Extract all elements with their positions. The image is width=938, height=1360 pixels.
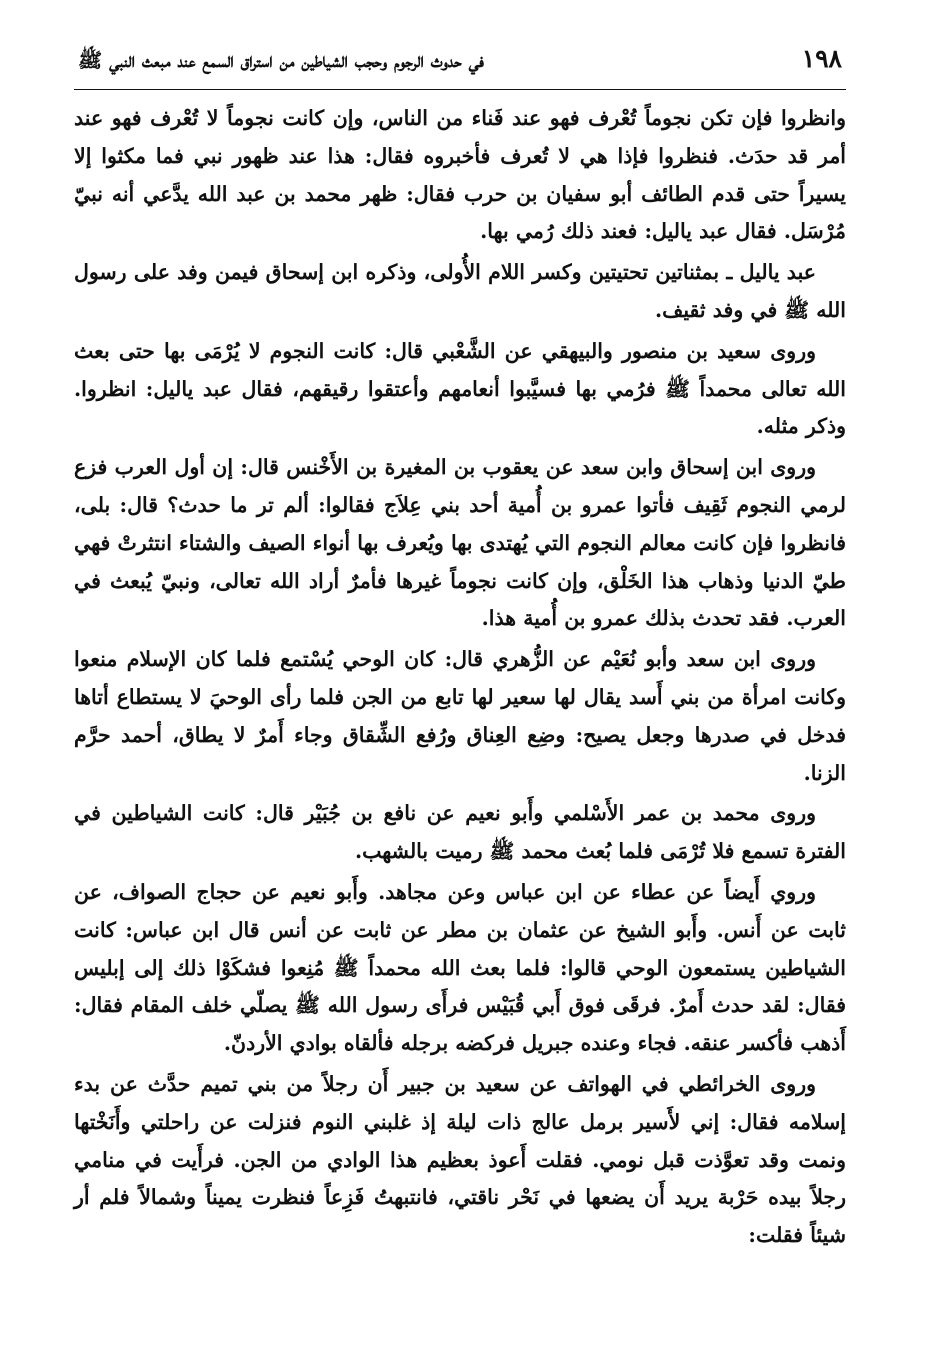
paragraph: وروى ابن سعد وأبو نُعَيْم عن الزُّهري قال: كان الوحي يُسْتمع فلما كان الإسلام منعوا وكانت امرأة من بني أَسد يقال لها سعير لها تابع من الجن فلما رأى الوحيَ لا يستطاع أتاها فدخل في صدرها وجعل يصيح: وضِع العِناق ورُفع الشِّقاق وجاء أَمرٌ لا يطاق، أحمد حرَّم الزنا. (74, 647, 846, 785)
book-page (74, 44, 846, 1344)
paragraph: وروى محمد بن عمر الأَسْلمي وأَبو نعيم عن نافع بن جُبَيْر قال: كانت الشياطين في الفترة تسمع فلا تُرْمَى فلما بُعث محمد ﷺ رميت بالشهب. (74, 801, 846, 864)
page-number: ١٩٨ (801, 44, 842, 73)
paragraph: عبد ياليل ـ بمثناتين تحتيتين وكسر اللام الأُولى، وذكره ابن إسحاق فيمن وفد على رسول الله ﷺ في وفد ثقيف. (74, 260, 846, 322)
running-title: في حدوث الرجوم وحجب الشياطين من استراق السمع عند مبعث النبي ﷺ (78, 48, 484, 72)
paragraph: وروى سعيد بن منصور والبيهقي عن الشَّعْبي قال: كانت النجوم لا يُرْمَى بها حتى بعث الله تعالى محمداً ﷺ فرُمي بها فسيَّبوا أنعامهم وأعتقوا رقيقهم، فقال عبد ياليل: انظروا. وذكر مثله. (74, 338, 846, 439)
page-header (74, 44, 846, 90)
paragraph: وروي أَيضاً عن عطاء عن ابن عباس وعن مجاهد. وأَبو نعيم عن حجاج الصواف، عن ثابت عن أَنس. وأَبو الشيخ عن عثمان بن مطر عن ثابت عن أنس قال ابن عباس: كانت الشياطين يستمعون الوحي قالوا: فلما بعث الله محمداً ﷺ مُنِعوا فشكَوْا ذلك إلى إبليس فقال: لقد حدث أَمرٌ. فرقَى فوق أَبي قُبَيْس فرأَى رسول الله ﷺ يصلّي خلف المقام فقال: أَذهب فأكسر عنقه. فجاء وعنده جبريل فركضه برجله فألقاه بوادي الأردنّ. (74, 879, 846, 1056)
paragraph: وانظروا فإن تكن نجوماً تُعْرف فهو عند فَناء من الناس، وإن كانت نجوماً لا تُعْرف فهو عند أمر قد حدَث. فنظروا فإذا هي لا تُعرف فأخبروه فقال: هذا عند ظهور نبي فما مكثوا إلا يسيراً حتى قدم الطائف أبو سفيان بن حرب فقال: ظهر محمد بن عبد الله يدَّعي أنه نبيّ مُرْسَل. فقال عبد ياليل: فعند ذلك رُمي بها. (74, 106, 846, 244)
paragraph: وروى ابن إسحاق وابن سعد عن يعقوب بن المغيرة بن الأَخْنس قال: إن أول العرب فزع لرمي النجوم ثَقِيف فأتوا عمرو بن أُمية أحد بني عِلاَج فقالوا: ألم تر ما حدث؟ قال: بلى، فانظروا فإن كانت معالم النجوم التي يُهتدى بها ويُعرف بها أنواء الصيف والشتاء انتثرتْ فهي طيّ الدنيا وذهاب هذا الخَلْق، وإن كانت نجوماً غيرها فأمرٌ أراد الله تعالى، ونبيّ يُبعث في العرب. فقد تحدث بذلك عمرو بن أُمية هذا. (74, 455, 846, 631)
paragraph: وروى الخرائطي في الهواتف عن سعيد بن جبير أَن رجلاً من بني تميم حدَّث عن بدء إسلامه فقال: إني لأَسير برمل عالج ذات ليلة إذ غلبني النوم فنزلت عن راحلتي وأَنَخْتها ونمت وقد تعوَّذت قبل نومي. فقلت أَعوذ بعظيم هذا الوادي من الجن. فرأَيت في منامي رجلاً بيده حَرْبة يريد أَن يضعها في نَحْر ناقتي، فانتبهتُ فَزِعاً فنظرت يميناً وشمالاً فلم أر شيئاً فقلت: (74, 1071, 846, 1248)
page-body (74, 100, 846, 1255)
